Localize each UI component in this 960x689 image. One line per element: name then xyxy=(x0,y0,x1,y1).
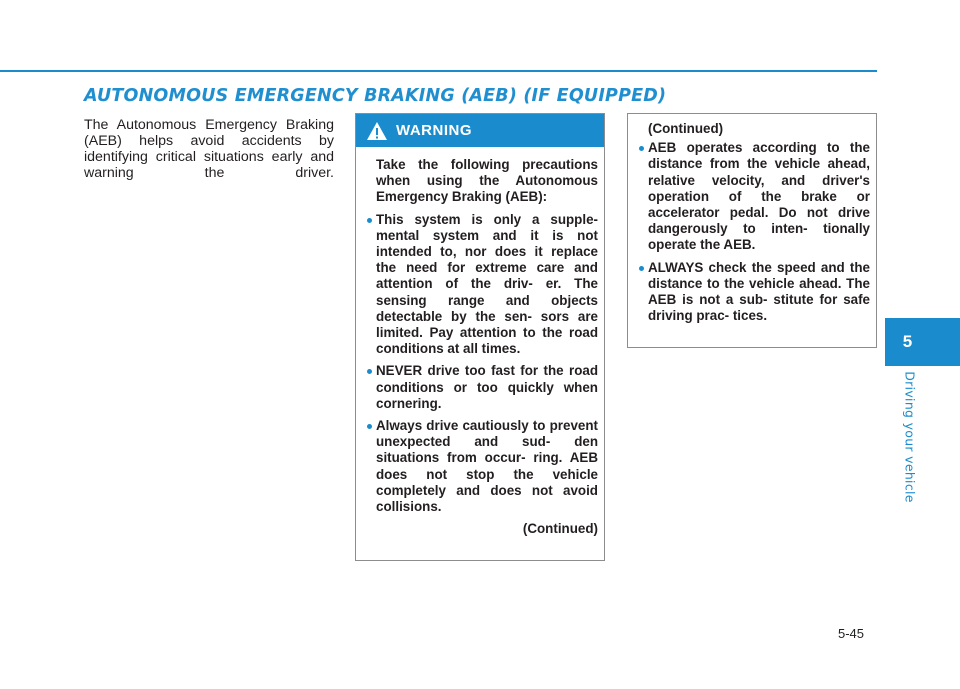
chapter-label xyxy=(898,372,922,502)
continued-bullet: ALWAYS check the speed and the distance to the vehicle ahead. The AEB is not a sub- stitute for safe driving prac- tices. xyxy=(648,259,870,324)
warning-bullet: This system is only a supple- mental system and it is not intended to, nor does it replace the need for extreme care and attention of the driv- er. The sensing range and objects detectable by the sen- sors are limited. Pay attention to the road conditions at all times. xyxy=(376,211,598,357)
warning-body xyxy=(356,147,604,537)
continued-box xyxy=(627,113,877,348)
continued-body xyxy=(628,114,876,324)
continued-bullet: AEB operates according to the distance from the vehicle ahead, relative velocity, and driver's operation of the brake or accelerator pedal. Do not drive dangerously to inten- tionally operate the AEB. xyxy=(648,140,870,253)
continued-label: (Continued) xyxy=(648,121,724,136)
warning-bullet-list xyxy=(376,212,598,516)
chapter-tab xyxy=(885,318,960,366)
warning-bullet: Always drive cautiously to prevent unexpected and sud- den situations from occur- ring. AEB does not stop the vehicle completely and does not avoid collisions. xyxy=(376,418,598,515)
page-number: 5-45 xyxy=(838,626,865,641)
warning-header xyxy=(356,114,604,147)
continued-label: (Continued) xyxy=(522,521,598,537)
chapter-number: 5 xyxy=(902,332,913,351)
warning-title: WARNING xyxy=(396,122,472,139)
warning-triangle-icon xyxy=(366,121,388,141)
warning-bullet: NEVER drive too fast for the road conditions or too quickly when cornering. xyxy=(376,363,598,411)
warning-box xyxy=(355,113,605,561)
chapter-title: Driving your vehicle xyxy=(902,371,918,503)
continued-bullet-list xyxy=(648,140,870,324)
warning-lead: Take the following precautions when using the Autonomous Emergency Braking (AEB): xyxy=(376,157,598,205)
intro-paragraph: The Autonomous Emergency Braking (AEB) helps avoid accidents by identifying critical situations early and warning the driver. xyxy=(84,117,334,181)
header-rule xyxy=(0,70,877,72)
section-title: AUTONOMOUS EMERGENCY BRAKING (AEB) (IF EQUIPPED) xyxy=(84,86,667,106)
